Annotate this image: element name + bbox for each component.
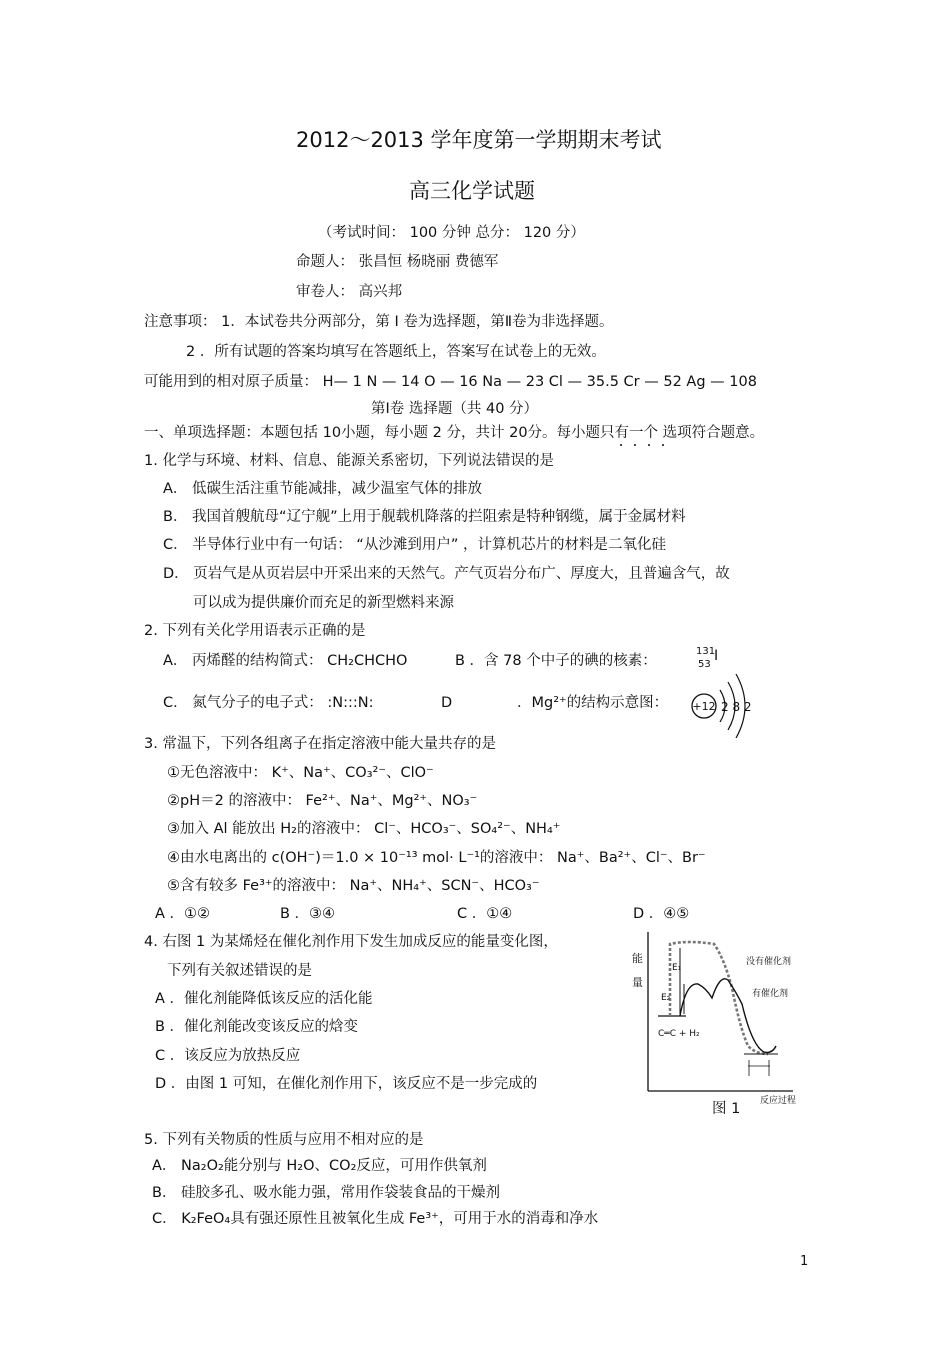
with-catalyst-label: 有催化剂 [752, 989, 789, 999]
emphasis-dot [648, 444, 650, 446]
q2-option-c: C． 氮气分子的电子式： :N:::N: [163, 695, 374, 711]
q3-item-4: ④由水电离出的 c(OH⁻)＝1.0 × 10⁻¹³ mol· L⁻¹的溶液中： Na⁺、Ba²⁺、Cl⁻、Br⁻ [167, 850, 706, 866]
figure-caption: 图 1 [712, 1101, 741, 1117]
energy-diagram [628, 928, 808, 1118]
exam-authors: 命题人： 张昌恒 杨晓丽 费德军 [296, 254, 499, 270]
q3-option-d: D ．④⑤ [633, 906, 690, 922]
notes-line-1: 注意事项： 1．本试卷共分两部分，第 Ⅰ 卷为选择题，第Ⅱ卷为非选择题。 [144, 314, 614, 330]
no-catalyst-label: 没有催化剂 [746, 957, 792, 967]
q4-option-c: C ．该反应为放热反应 [155, 1048, 301, 1064]
q1-option-c: C． 半导体行业中有一句话： “从沙滩到用户” ，计算机芯片的材料是二氧化硅 [163, 537, 666, 553]
iodine-mass-number: 131 [696, 646, 716, 657]
q5-option-b: B． 硅胶多孔、吸水能力强，常用作袋装食品的干燥剂 [152, 1185, 501, 1201]
mg-shell-electrons: 2 8 2 [721, 700, 752, 714]
q2-option-a: A． 丙烯醛的结构简式： CH₂CHCHO [163, 653, 408, 669]
y-axis-label-2: 量 [632, 976, 643, 989]
q3-item-3: ③加入 Al 能放出 H₂的溶液中： Cl⁻、HCO₃⁻、SO₄²⁻、NH₄⁺ [167, 821, 561, 837]
emphasis-dot [662, 444, 664, 446]
e1-label: E₁ [672, 963, 682, 973]
q3-option-b: B ．③④ [280, 906, 336, 922]
mg-nucleus-label: +12 [692, 700, 716, 713]
q3-item-2: ②pH＝2 的溶液中： Fe²⁺、Na⁺、Mg²⁺、NO₃⁻ [167, 793, 478, 809]
q3-item-5: ⑤含有较多 Fe³⁺的溶液中： Na⁺、NH₄⁺、SCN⁻、HCO₃⁻ [167, 878, 540, 894]
q1-option-d-cont: 可以成为提供廉价而充足的新型燃料来源 [193, 595, 454, 611]
exam-reviewer: 审卷人： 高兴邦 [296, 284, 403, 300]
atomic-masses: 可能用到的相对原子质量： H— 1 N — 14 O — 16 Na — 23 Cl — 35.5 Cr — 52 Ag — 108 [144, 374, 757, 390]
section-instruction: 一、单项选择题：本题包括 10小题，每小题 2 分，共计 20分。每小题只有一个 选项符合题意。 [144, 425, 765, 441]
q3-stem: 3. 常温下，下列各组离子在指定溶液中能大量共存的是 [144, 736, 496, 752]
notes-line-2: 2 ．所有试题的答案均填写在答题纸上，答案写在试卷上的无效。 [186, 344, 606, 360]
section-heading: 第Ⅰ卷 选择题（共 40 分） [371, 401, 539, 417]
e2-label: E₂ [661, 993, 671, 1003]
q4-option-b: B ．催化剂能改变该反应的焓变 [155, 1019, 359, 1035]
exam-time-info: （考试时间： 100 分钟 总分： 120 分） [318, 225, 585, 241]
q1-option-a: A． 低碳生活注重节能减排，减少温室气体的排放 [163, 481, 483, 497]
q3-item-1: ①无色溶液中： K⁺、Na⁺、CO₃²⁻、ClO⁻ [167, 765, 434, 781]
q1-stem: 1. 化学与环境、材料、信息、能源关系密切，下列说法错误的是 [144, 453, 554, 469]
q1-option-d: D． 页岩气是从页岩层中开采出来的天然气。产气页岩分布广、厚度大，且普遍含气，故 [163, 566, 730, 582]
emphasis-dot [634, 444, 636, 446]
q2-option-d: ．Mg²⁺的结构示意图： [517, 695, 669, 711]
q2-option-d-label: D [441, 695, 453, 711]
q4-option-a: A ．催化剂能降低该反应的活化能 [155, 991, 373, 1007]
q2-stem: 2. 下列有关化学用语表示正确的是 [144, 623, 366, 639]
q1-option-b: B． 我国首艘航母“辽宁舰”上用于舰载机降落的拦阻索是特种钢缆，属于金属材料 [163, 509, 686, 525]
y-axis-label-1: 能 [632, 952, 643, 965]
q5-option-a: A． Na₂O₂能分别与 H₂O、CO₂反应，可用作供氧剂 [152, 1158, 487, 1174]
q2-option-b: B ．含 78 个中子的碘的核素： [455, 653, 657, 669]
reactant-formula: C═C + H₂ [658, 1029, 700, 1039]
q3-option-a: A ．①② [155, 906, 211, 922]
mg-ion-diagram [686, 670, 766, 742]
exam-subtitle: 高三化学试题 [409, 179, 535, 203]
exam-title: 2012～2013 学年度第一学期期末考试 [296, 128, 662, 152]
iodine-atomic-number: 53 [698, 659, 711, 670]
page-number: 1 [800, 1254, 809, 1269]
iodine-symbol: I [714, 648, 719, 664]
emphasis-dot [620, 444, 622, 446]
q3-option-c: C ．①④ [457, 906, 513, 922]
x-axis-label: 反应过程 [760, 1096, 797, 1106]
q5-stem: 5. 下列有关物质的性质与应用不相对应的是 [144, 1132, 424, 1148]
q5-option-c: C． K₂FeO₄具有强还原性且被氧化生成 Fe³⁺，可用于水的消毒和净水 [152, 1211, 599, 1227]
q4-option-d: D ．由图 1 可知，在催化剂作用下，该反应不是一步完成的 [155, 1076, 538, 1092]
q4-stem-cont: 下列有关叙述错误的是 [167, 963, 312, 979]
q4-stem: 4. 右图 1 为某烯烃在催化剂作用下发生加成反应的能量变化图， [144, 934, 558, 950]
